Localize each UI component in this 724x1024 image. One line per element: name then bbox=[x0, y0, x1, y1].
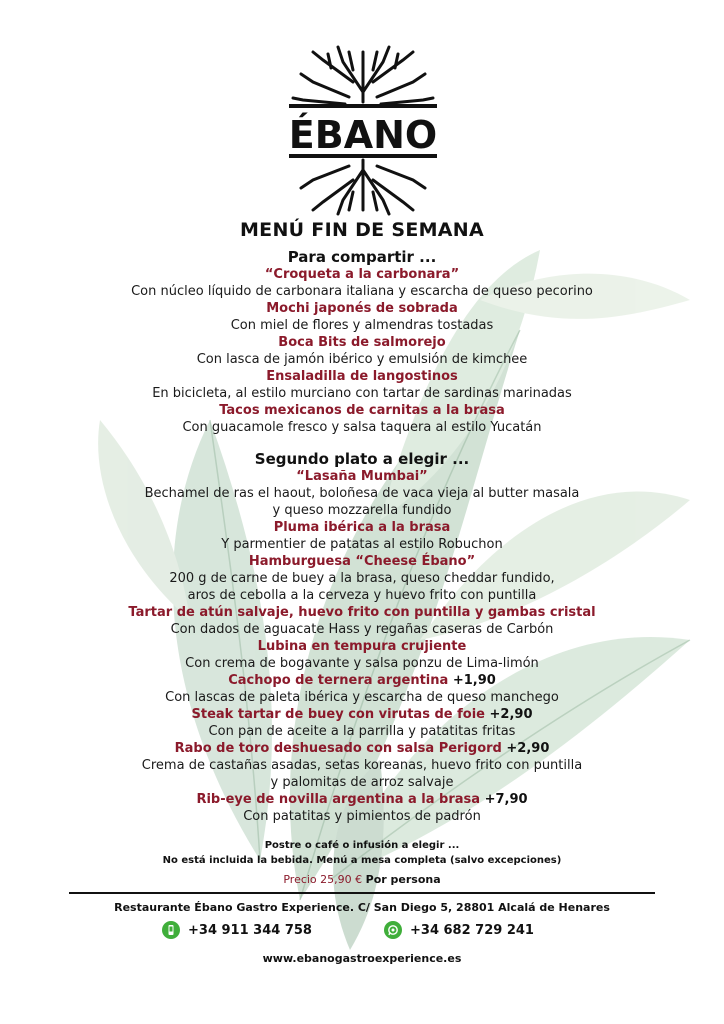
share-heading: Para compartir ... bbox=[287, 248, 437, 266]
dish-description: Con lascas de paleta ibérica y escarcha de queso manchego bbox=[165, 690, 559, 705]
dish-title: Lubina en tempura crujiente bbox=[257, 639, 467, 654]
dish-description: Bechamel de ras el haout, boloñesa de vaca vieja al butter masala bbox=[144, 486, 580, 501]
dish-name bbox=[0, 519, 724, 536]
phone-number-1[interactable]: +34 911 344 758 bbox=[188, 922, 312, 938]
dish-description: Con lasca de jamón ibérico y emulsión de kimchee bbox=[196, 352, 528, 367]
dish-description: y queso mozzarella fundido bbox=[272, 503, 452, 518]
dish-name bbox=[0, 604, 724, 621]
dish-description: Con núcleo líquido de carbonara italiana y escarcha de queso pecorino bbox=[131, 284, 593, 299]
share-items bbox=[0, 266, 724, 436]
whatsapp-icon bbox=[384, 921, 402, 939]
phone-number-2[interactable]: +34 682 729 241 bbox=[410, 922, 534, 938]
dish-supplement: +7,90 bbox=[484, 792, 528, 807]
dish-name bbox=[0, 402, 724, 419]
dish-title: Mochi japonés de sobrada bbox=[266, 301, 458, 316]
dish-description: Con pan de aceite a la parrilla y patatitas fritas bbox=[208, 724, 516, 739]
dish-name bbox=[0, 300, 724, 317]
dish-name bbox=[0, 706, 724, 723]
phone-contact-1[interactable] bbox=[162, 920, 312, 940]
dish-supplement: +1,90 bbox=[452, 673, 496, 688]
price-unit: Por persona bbox=[365, 873, 441, 886]
dish-description: Con guacamole fresco y salsa taquera al estilo Yucatán bbox=[182, 420, 542, 435]
dish-description: Con patatitas y pimientos de padrón bbox=[243, 809, 481, 824]
dish-name bbox=[0, 638, 724, 655]
second-section bbox=[0, 450, 724, 825]
dish-title: Cachopo de ternera argentina bbox=[228, 673, 449, 688]
ebano-logo bbox=[283, 42, 443, 217]
phone-contact-2[interactable] bbox=[384, 920, 534, 940]
dish-supplement: +2,90 bbox=[506, 741, 550, 756]
dish-title: Ensaladilla de langostinos bbox=[266, 369, 458, 384]
restaurant-address: Restaurante Ébano Gastro Experience. C/ San Diego 5, 28801 Alcalá de Henares bbox=[114, 901, 610, 914]
dish-description: En bicicleta, al estilo murciano con tartar de sardinas marinadas bbox=[152, 386, 572, 401]
dish-name bbox=[0, 334, 724, 351]
price-amount: Precio 25,90 € bbox=[283, 873, 363, 886]
second-items bbox=[0, 468, 724, 825]
notes-drinks: No está incluida la bebida. Menú a mesa completa (salvo excepciones) bbox=[162, 855, 562, 866]
dish-description: aros de cebolla a la cerveza y huevo frito con puntilla bbox=[187, 588, 537, 603]
dish-name bbox=[0, 266, 724, 283]
dish-title: Rabo de toro deshuesado con salsa Perigord bbox=[174, 741, 502, 756]
dish-name bbox=[0, 468, 724, 485]
dish-title: Tartar de atún salvaje, huevo frito con puntilla y gambas cristal bbox=[128, 605, 596, 620]
notes-dessert: Postre o café o infusión a elegir ... bbox=[264, 840, 460, 851]
price-line bbox=[0, 872, 724, 887]
dish-name bbox=[0, 791, 724, 808]
dish-title: Steak tartar de buey con virutas de foie bbox=[191, 707, 485, 722]
dish-supplement: +2,90 bbox=[489, 707, 533, 722]
logo-wordmark: ÉBANO bbox=[288, 113, 438, 157]
dish-title: Pluma ibérica a la brasa bbox=[273, 520, 451, 535]
dish-description: Con dados de aguacate Hass y regañas caseras de Carbón bbox=[170, 622, 554, 637]
menu-title: MENÚ FIN DE SEMANA bbox=[239, 219, 485, 241]
dish-title: “Lasaña Mumbai” bbox=[296, 469, 428, 484]
website-link[interactable]: www.ebanogastroexperience.es bbox=[262, 952, 462, 965]
dish-name bbox=[0, 553, 724, 570]
phone-icon bbox=[162, 921, 180, 939]
dish-title: Rib-eye de novilla argentina a la brasa bbox=[196, 792, 481, 807]
dish-description: 200 g de carne de buey a la brasa, queso cheddar fundido, bbox=[169, 571, 555, 586]
dish-name bbox=[0, 368, 724, 385]
footer-divider bbox=[69, 892, 655, 894]
dish-name bbox=[0, 672, 724, 689]
dish-description: y palomitas de arroz salvaje bbox=[270, 775, 454, 790]
dish-title: Boca Bits de salmorejo bbox=[278, 335, 446, 350]
dish-description: Crema de castañas asadas, setas koreanas, huevo frito con puntilla bbox=[141, 758, 583, 773]
dish-name bbox=[0, 740, 724, 757]
dish-title: Tacos mexicanos de carnitas a la brasa bbox=[219, 403, 505, 418]
notes bbox=[0, 838, 724, 868]
dish-description: Con miel de flores y almendras tostadas bbox=[230, 318, 494, 333]
dish-description: Y parmentier de patatas al estilo Robuchon bbox=[221, 537, 503, 552]
dish-title: “Croqueta a la carbonara” bbox=[264, 267, 460, 282]
dish-description: Con crema de bogavante y salsa ponzu de Lima-limón bbox=[185, 656, 539, 671]
second-heading: Segundo plato a elegir ... bbox=[254, 450, 470, 468]
share-section bbox=[0, 248, 724, 436]
dish-title: Hamburguesa “Cheese Ébano” bbox=[248, 554, 476, 569]
